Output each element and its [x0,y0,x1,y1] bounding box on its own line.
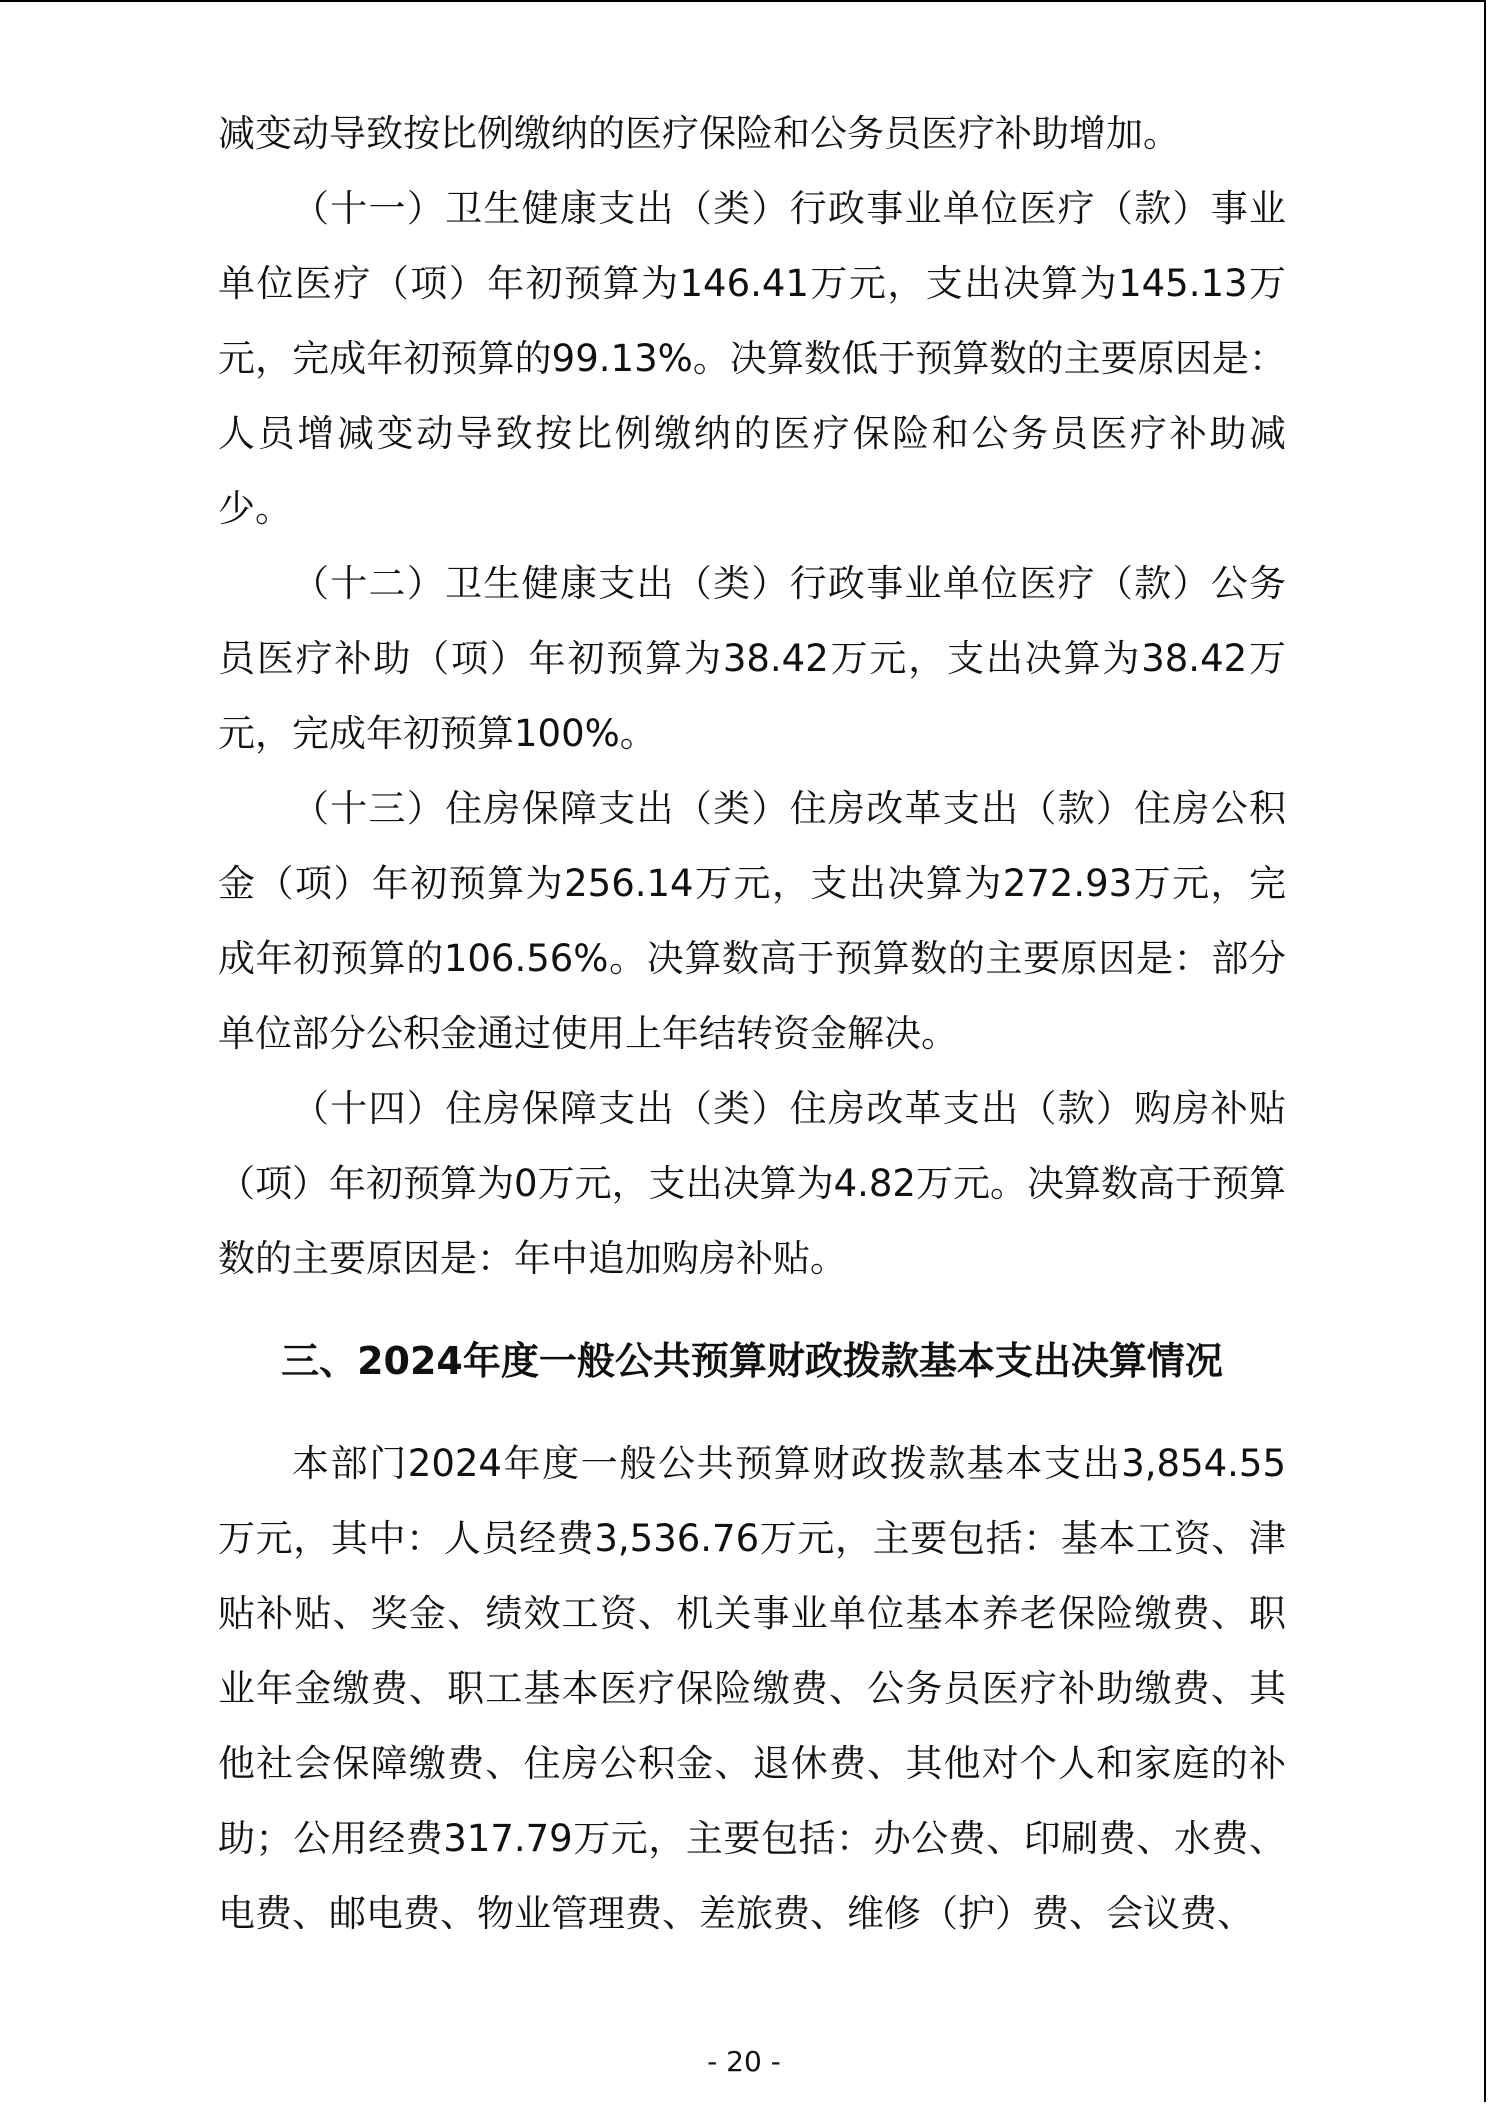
page-number: - 20 - [707,2045,781,2078]
paragraph-basic-expenditure: 本部门2024年度一般公共预算财政拨款基本支出3,854.55万元，其中：人员经费3,536.76万元，主要包括：基本工资、津贴补贴、奖金、绩效工资、机关事业单位基本养老保险缴费、职业年金缴费、职工基本医疗保险缴费、公务员医疗补助缴费、其他社会保障缴费、住房公积金、退休费、其他对个人和家庭的补助；公用经费317.79万元，主要包括：办公费、印刷费、水费、电费、邮电费、物业管理费、差旅费、维修（护）费、会议费、 [218,1442,1286,1935]
document-body [218,96,1286,1951]
paragraph-continuation: 减变动导致按比例缴纳的医疗保险和公务员医疗补助增加。 [218,112,1180,155]
paragraph-item-12: （十二）卫生健康支出（类）行政事业单位医疗（款）公务员医疗补助（项）年初预算为38.42万元，支出决算为38.42万元，完成年初预算100%。 [218,562,1286,755]
paragraph-item-14: （十四）住房保障支出（类）住房改革支出（款）购房补贴（项）年初预算为0万元，支出决算为4.82万元。决算数高于预算数的主要原因是：年中追加购房补贴。 [218,1087,1286,1280]
section-heading: 三、2024年度一般公共预算财政拨款基本支出决算情况 [281,1339,1223,1383]
paragraph-item-11: （十一）卫生健康支出（类）行政事业单位医疗（款）事业单位医疗（项）年初预算为146.41万元，支出决算为145.13万元，完成年初预算的99.13%。决算数低于预算数的主要原因是：人员增减变动导致按比例缴纳的医疗保险和公务员医疗补助减少。 [218,187,1286,530]
paragraph-item-13: （十三）住房保障支出（类）住房改革支出（款）住房公积金（项）年初预算为256.14万元，支出决算为272.93万元，完成年初预算的106.56%。决算数高于预算数的主要原因是：部分单位部分公积金通过使用上年结转资金解决。 [218,787,1286,1055]
